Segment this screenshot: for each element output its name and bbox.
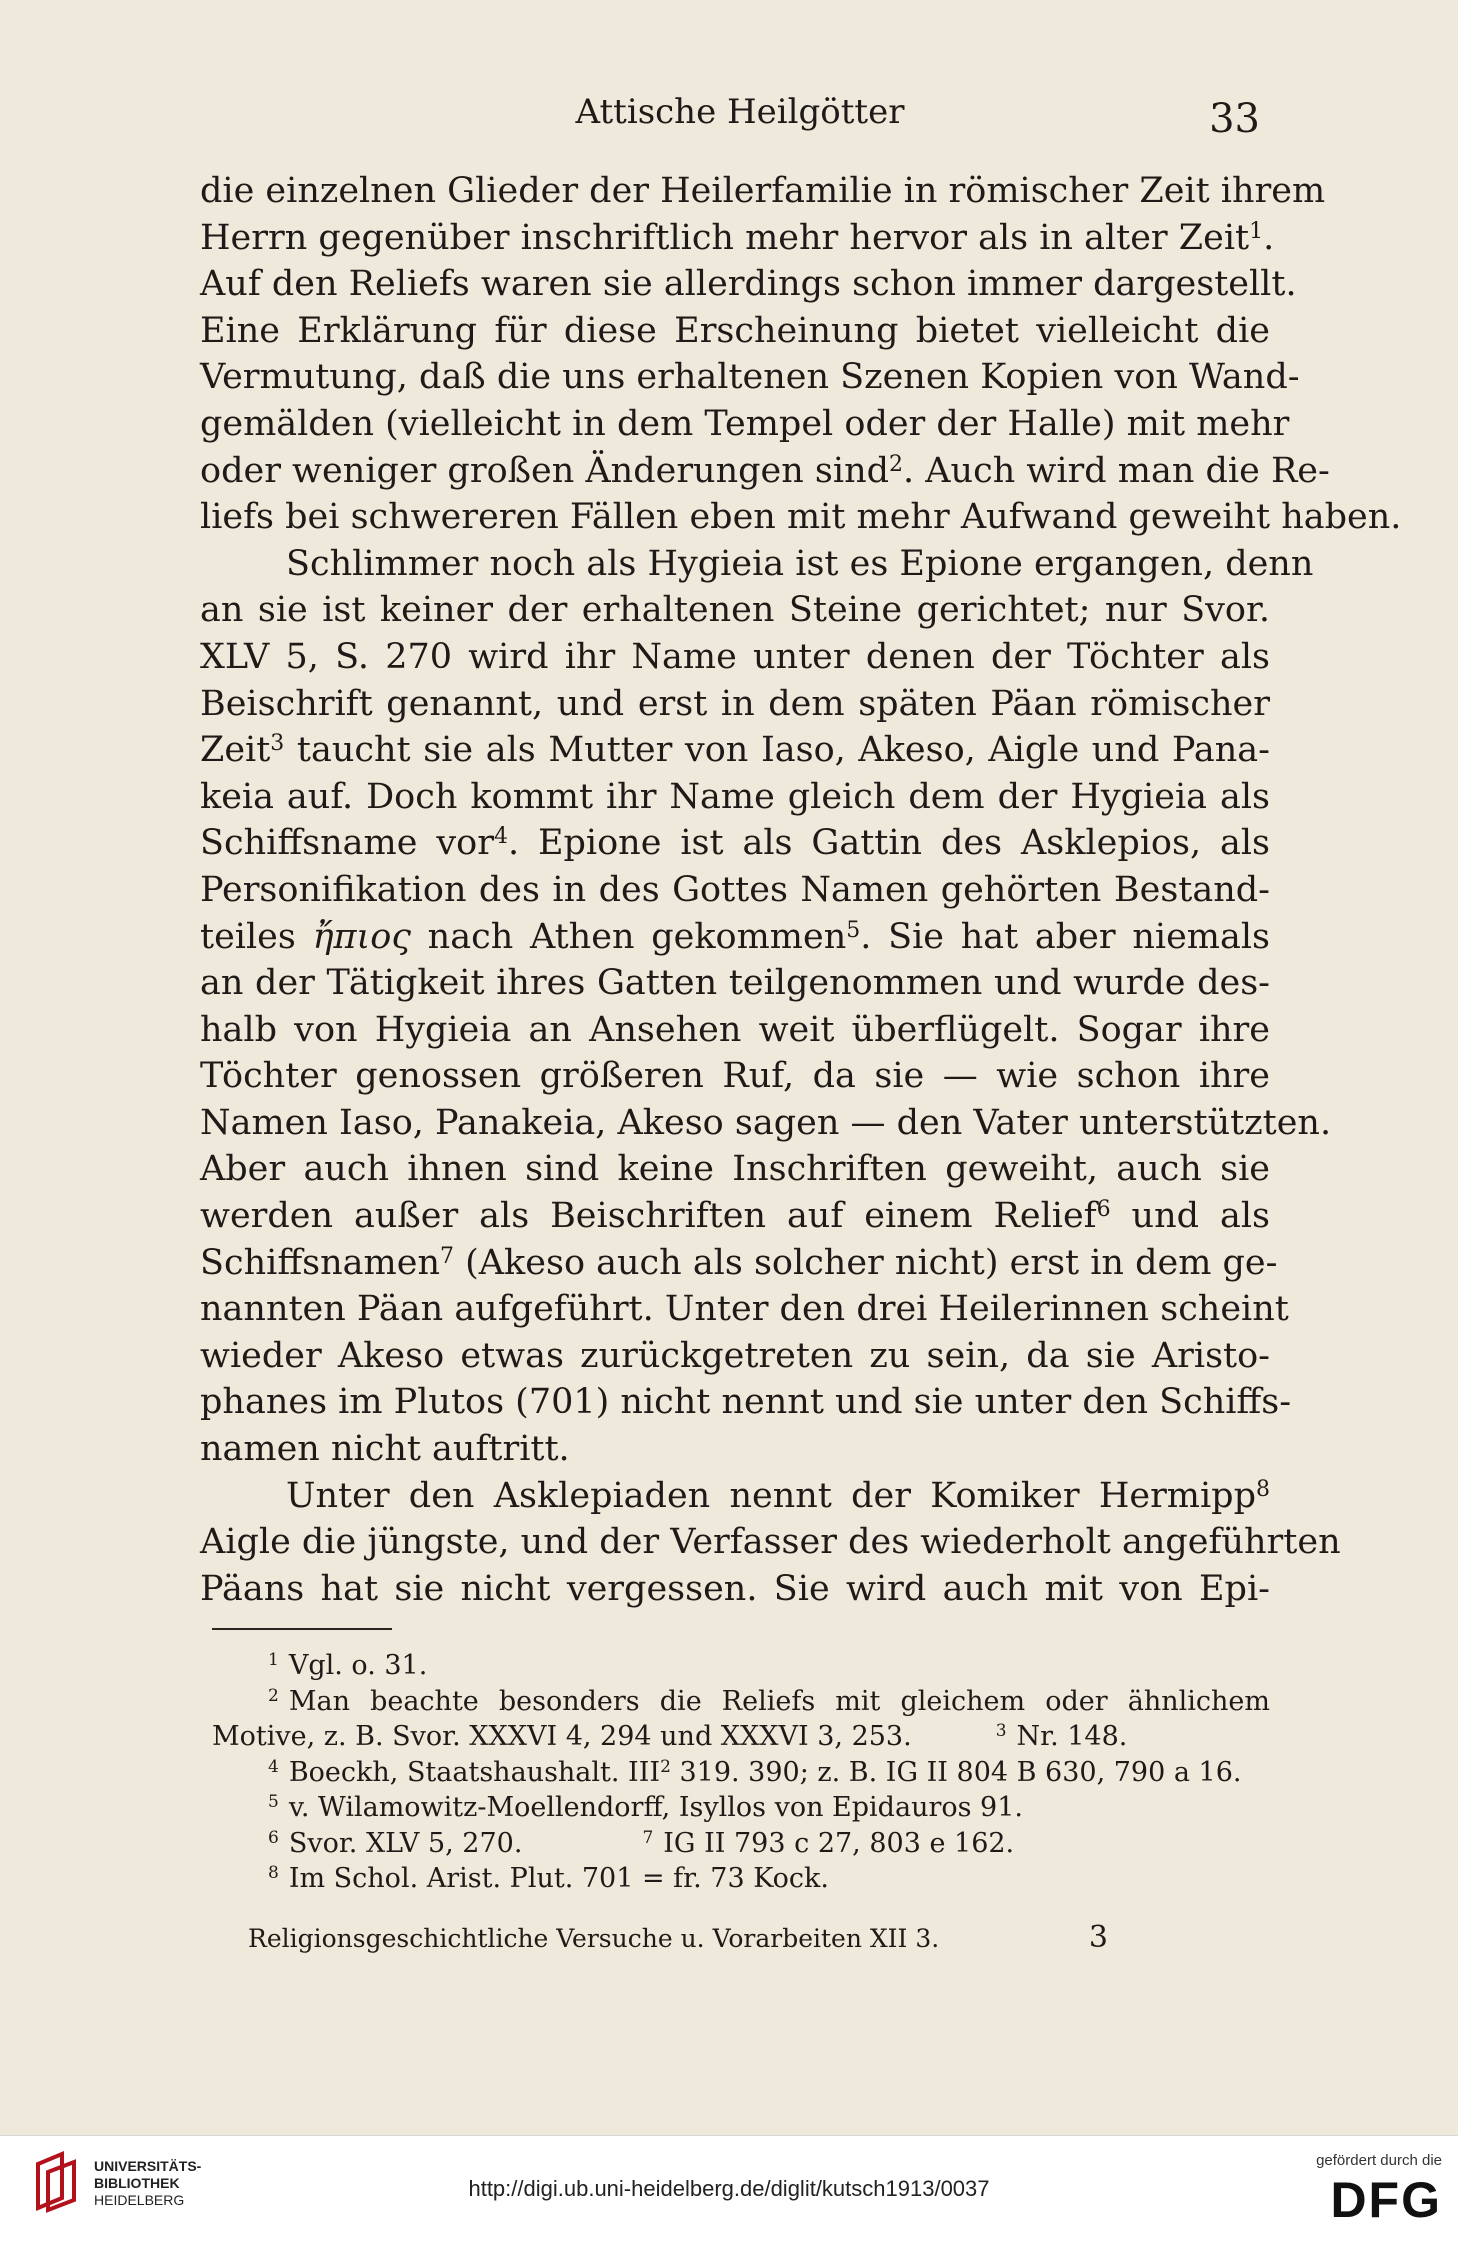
footnote: $^4$ Boeckh, Staatshaushalt. III$^2$ 319. 390; z. B. IG II 804 B 630, 790 a 16. [268,1756,1242,1788]
footnote: $^1$ Vgl. o. 31. [268,1650,428,1681]
footnote-continuation: Motive, z. B. Svor. XXXVI 4, 294 und XXXVI 3, 253. $^3$ Nr. 148. [212,1721,1128,1752]
funded-by-label: gefördert durch die [1316,2152,1442,2169]
text-line: teiles ἤπιος nach Athen gekommen$^5$. Sie hat aber niemals [200,916,1271,957]
footnote-marker: 7 [440,1243,454,1269]
text-line: Aigle die jüngste, und der Verfasser des wiederholt angeführten [200,1522,1341,1563]
text-line: Schiffsnamen$^7$ (Akeso auch als solcher nicht) erst in dem ge- [200,1242,1278,1283]
signature-number: 3 [1088,1920,1108,1955]
text-line: Töchter genossen größeren Ruf, da sie — wie schon ihre [200,1056,1270,1097]
text-line: Vermutung, daß die uns erhaltenen Szenen Kopien von Wand- [200,357,1300,398]
text-line: nannten Päan aufgeführt. Unter den drei Heilerinnen scheint [200,1289,1289,1330]
text-line: Unter den Asklepiaden nennt der Komiker Hermipp$^8$ [286,1475,1270,1516]
footnote-marker: 8 [1256,1476,1270,1502]
text-line: Zeit$^3$ taucht sie als Mutter von Iaso, Akeso, Aigle und Pana- [200,730,1270,771]
signature-line [248,1920,1108,1960]
footnote-divider [212,1628,392,1630]
footnote-marker: 2 [889,451,904,477]
library-name: UNIVERSITÄTS- BIBLIOTHEK HEIDELBERG [94,2158,202,2208]
footnote-marker: 1 [1249,218,1264,244]
text-line: Eine Erklärung für diese Erscheinung bietet vielleicht die [200,310,1270,351]
text-line: gemälden (vielleicht in dem Tempel oder der Halle) mit mehr [200,403,1290,444]
footnote: $^2$ Man beachte besonders die Reliefs mit gleichem oder ähnlichem [268,1685,1270,1717]
text-line: Auf den Reliefs waren sie allerdings schon immer dargestellt. [200,264,1297,305]
footnote-marker: 3 [270,731,285,757]
footnote-marker: 6 [1096,1197,1111,1223]
text-line: an sie ist keiner der erhaltenen Steine gerichtet; nur Svor. [200,590,1270,631]
text-line: phanes im Plutos (701) nicht nennt und sie unter den Schiffs- [200,1382,1292,1423]
footnote: $^6$ Svor. XLV 5, 270. $^7$ IG II 793 c 27, 803 e 162. [268,1827,1015,1859]
text-line: werden außer als Beischriften auf einem Relief$^6$ und als [200,1196,1270,1237]
text-line: Päans hat sie nicht vergessen. Sie wird auch mit von Epi- [200,1568,1270,1609]
main-text [200,168,1402,1612]
running-title: Attische Heilgötter [575,92,905,132]
text-line: Herrn gegenüber inschriftlich mehr hervor als in alter Zeit$^1$. [200,217,1275,258]
text-line: Beischrift genannt, und erst in dem späten Päan römischer [200,683,1270,724]
text-line: Aber auch ihnen sind keine Inschriften geweiht, auch sie [200,1149,1270,1190]
footnote-marker: 4 [493,824,508,850]
text-line: liefs bei schwereren Fällen eben mit mehr Aufwand geweiht haben. [200,497,1402,538]
text-line: oder weniger großen Änderungen sind$^2$. Auch wird man die Re- [200,450,1330,491]
text-line: namen nicht auftritt. [200,1429,570,1470]
text-line: die einzelnen Glieder der Heilerfamilie in römischer Zeit ihrem [200,171,1326,211]
footnote: $^8$ Im Schol. Arist. Plut. 701 = fr. 73 Kock. [268,1863,829,1894]
text-line: keia auf. Doch kommt ihr Name gleich dem der Hygieia als [200,776,1270,817]
text-line: an der Tätigkeit ihres Gatten teilgenommen und wurde des- [200,963,1270,1004]
dfg-logo: DFG [1330,2172,1442,2228]
text-line: XLV 5, S. 270 wird ihr Name unter denen der Töchter als [200,636,1270,677]
page-number: 33 [1209,96,1260,142]
text-line: Namen Iaso, Panakeia, Akeso sagen — den Vater unterstützten. [200,1102,1332,1143]
source-url-link[interactable]: http://digi.ub.uni-heidelberg.de/diglit/kutsch1913/0037 [468,2176,990,2201]
text-line: halb von Hygieia an Ansehen weit überflügelt. Sogar ihre [200,1009,1270,1050]
text-line: Schlimmer noch als Hygieia ist es Epione ergangen, denn [286,543,1314,584]
footnote: $^5$ v. Wilamowitz-Moellendorff, Isyllos von Epidauros 91. [268,1792,1023,1823]
footnote-marker: 5 [846,917,861,943]
signature-text: Religionsgeschichtliche Versuche u. Vorarbeiten XII 3. [248,1924,940,1953]
footnotes [212,1648,1270,1897]
text-line: wieder Akeso etwas zurückgetreten zu sein, da sie Aristo- [200,1335,1270,1376]
text-line: Schiffsname vor$^4$. Epione ist als Gattin des Asklepios, als [200,823,1271,864]
running-head [200,92,1280,142]
greek-word: ἤπιος [312,916,411,957]
text-line: Personifikation des in des Gottes Namen gehörten Bestand- [200,869,1270,910]
